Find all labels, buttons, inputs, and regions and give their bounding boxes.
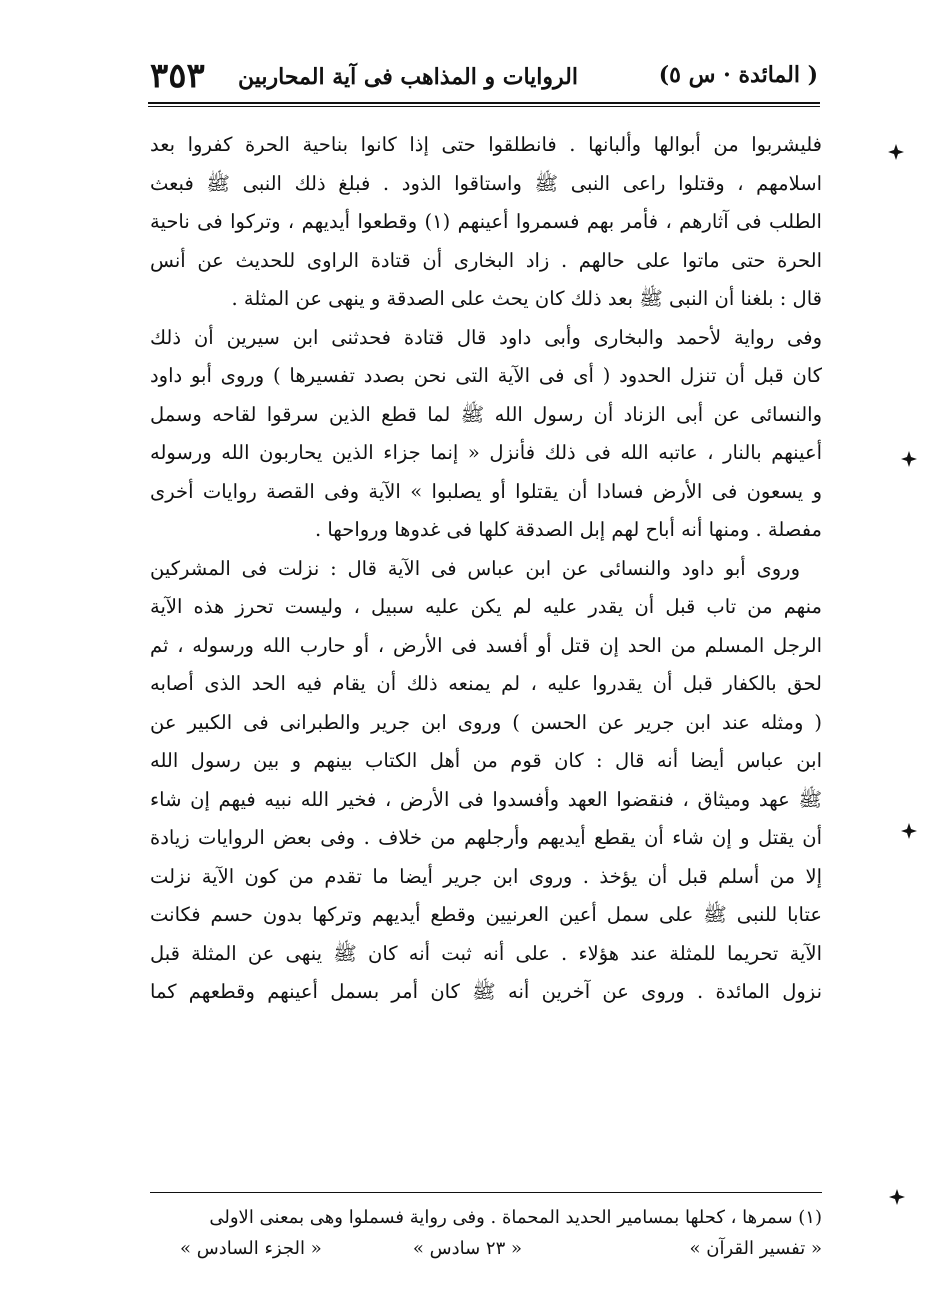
text-line: و يسعون فى الأرض فسادا أن يقتلوا أو يصلبوا » الآية وفى القصة روايات أخرى bbox=[150, 479, 822, 503]
text-line: الرجل المسلم من الحد إن قتل أو أفسد فى الأرض ، أو حارب الله ورسوله ، ثم bbox=[150, 633, 822, 657]
surah-reference: ( المائدة · س ٥) bbox=[658, 62, 818, 88]
text-line: منهم من تاب قبل أن يقدر عليه لم يكن عليه سبيل ، وليست تحرز هذه الآية bbox=[150, 595, 822, 618]
text-line: فليشربوا من أبوالها وألبانها . فانطلقوا حتى إذا كانوا بناحية الحرة كفروا بعد bbox=[150, 133, 822, 156]
text-line: عتابا للنبى ﷺ على سمل أعين العرنيين وقطع أيديهم وتركها بدون حسم فكانت bbox=[150, 903, 822, 926]
page-number: ٣٥٣ bbox=[150, 56, 205, 96]
text-line: الآية تحريما للمثلة عند هؤلاء . على أنه ثبت أنه كان ﷺ ينهى عن المثلة قبل bbox=[150, 941, 822, 965]
text-line: ابن عباس أيضا أنه قال : كان قوم من أهل الكتاب بينهم و بين رسول الله bbox=[150, 749, 822, 772]
header-title: الروايات و المذاهب فى آية المحاربين bbox=[237, 64, 578, 90]
text-line: الطلب فى آثارهم ، فأمر بهم فسمروا أعينهم (١) وقطعوا أيديهم ، وتركوا فى ناحية bbox=[150, 210, 822, 233]
page-footer bbox=[150, 1238, 822, 1272]
text-line: اسلامهم ، وقتلوا راعى النبى ﷺ واستاقوا الذود . فبلغ ذلك النبى ﷺ فبعث bbox=[150, 171, 822, 195]
text-line: كان قبل أن تنزل الحدود ( أى فى الآية التى نحن بصدد تفسيرها ) وروى أبو داود bbox=[150, 364, 822, 387]
text-line: وفى رواية لأحمد والبخارى وأبى داود قال قتادة فحدثنى ابن سيرين أن ذلك bbox=[150, 325, 822, 349]
text-line: نزول المائدة . وروى عن آخرين أنه ﷺ كان أمر بسمل أعينهم وقطعهم كما bbox=[150, 980, 822, 1003]
text-line: أن يقتل و إن شاء أن يقطع أيديهم وأرجلهم من خلاف . وفى بعض الروايات زيادة bbox=[150, 826, 822, 849]
text-line: أعينهم بالنار ، عاتبه الله فى ذلك فأنزل « إنما جزاء الذين يحاربون الله ورسوله bbox=[150, 441, 822, 464]
text-line: قال : بلغنا أن النبى ﷺ بعد ذلك كان يحث على الصدقة و ينهى عن المثلة . bbox=[231, 287, 822, 310]
running-header bbox=[150, 56, 818, 100]
footer-volume: « الجزء السادس » bbox=[180, 1238, 322, 1259]
binding-hole-mark-icon bbox=[900, 822, 918, 840]
binding-hole-mark-icon bbox=[888, 1188, 906, 1206]
text-line: وروى أبو داود والنسائى عن ابن عباس فى الآية قال : نزلت فى المشركين bbox=[150, 556, 800, 580]
footnote-rule bbox=[150, 1192, 822, 1193]
footer-part-page: « ٢٣ سادس » bbox=[412, 1238, 522, 1259]
text-line: ( ومثله عند ابن جرير عن الحسن ) وروى ابن جرير والطبرانى فى الكبير عن bbox=[150, 710, 822, 734]
footer-series: « تفسير القرآن » bbox=[689, 1238, 822, 1259]
header-rule bbox=[148, 102, 820, 104]
binding-hole-mark-icon bbox=[900, 450, 918, 468]
footnote: (١) سمرها ، كحلها بمسامير الحديد المحماة . وفى رواية فسملوا وهى بمعنى الاولى bbox=[209, 1207, 822, 1228]
text-line: ﷺ عهد وميثاق ، فنقضوا العهد وأفسدوا فى الأرض ، فخير الله نبيه فيهم إن شاء bbox=[150, 787, 822, 811]
header-rule-thin bbox=[148, 106, 820, 107]
text-line: والنسائى عن أبى الزناد أن رسول الله ﷺ لما قطع الذين سرقوا لقاحه وسمل bbox=[150, 402, 822, 426]
text-line: مفصلة . ومنها أنه أباح لهم إبل الصدقة كلها فى غدوها ورواحها . bbox=[314, 518, 822, 541]
text-line: لحق بالكفار قبل أن يقدروا عليه ، لم يمنعه ذلك أن يقام فيه الحد الذى أصابه bbox=[150, 672, 822, 695]
binding-hole-mark-icon bbox=[887, 143, 905, 161]
text-line: الحرة حتى ماتوا على حالهم . زاد البخارى أن قتادة الراوى للحديث عن أنس bbox=[150, 248, 822, 272]
main-text bbox=[150, 126, 822, 1012]
text-line: إلا من أسلم قبل أن يؤخذ . وروى ابن جرير أيضا ما تقدم من كون الآية نزلت bbox=[150, 864, 822, 888]
